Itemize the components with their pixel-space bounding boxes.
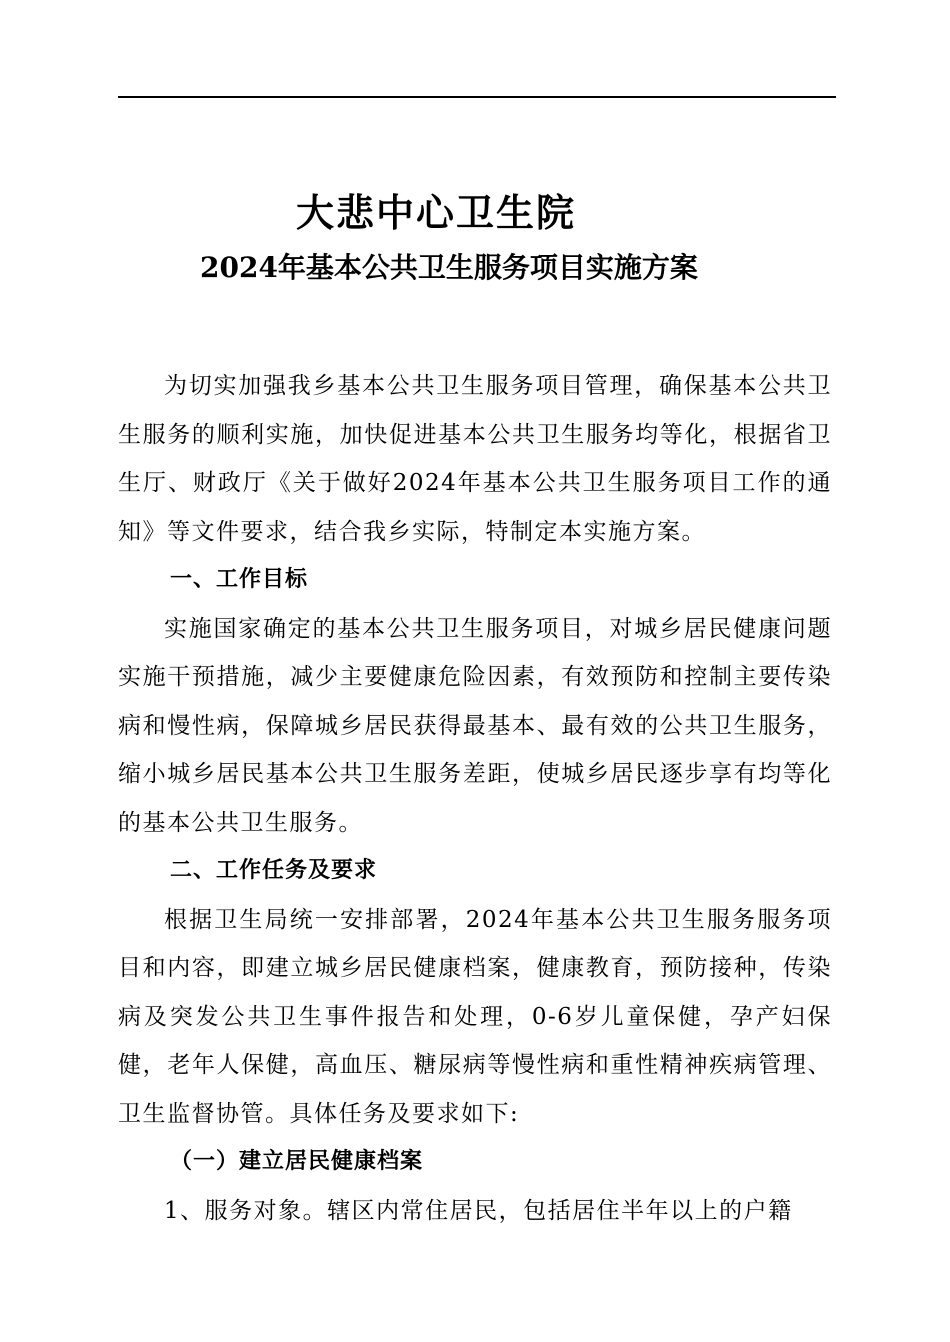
subsection-heading-health-records: （一）建立居民健康档案: [170, 1149, 424, 1174]
goals-paragraph: 实施国家确定的基本公共卫生服务项目，对城乡居民健康问题实施干预措施，减少主要健康危险因素，有效预防和控制主要传染病和慢性病，保障城乡居民获得最基本、最有效的公共卫生服务，缩小城乡居民基本公共卫生服务差距，使城乡居民逐步享有均等化的基本公共卫生服务。: [118, 615, 832, 836]
intro-paragraph: 为切实加强我乡基本公共卫生服务项目管理，确保基本公共卫生服务的顺利实施，加快促进基本公共卫生服务均等化，根据省卫生厅、财政厅《关于做好2024年基本公共卫生服务项目工作的通知》等文件要求，结合我乡实际，特制定本实施方案。: [118, 373, 832, 545]
document-title-org: 大悲中心卫生院: [296, 191, 577, 235]
tasks-paragraph: 根据卫生局统一安排部署，2024年基本公共卫生服务服务项目和内容，即建立城乡居民健康档案，健康教育，预防接种，传染病及突发公共卫生事件报告和处理，0-6岁儿童保健，孕产妇保健，老年人保健，高血压、糖尿病等慢性病和重性精神疾病管理、卫生监督协管。具体任务及要求如下:: [118, 906, 832, 1127]
section-heading-tasks: 二、工作任务及要求: [170, 858, 378, 883]
section-heading-goals: 一、工作目标: [170, 567, 309, 592]
document-title-plan: 2024年基本公共卫生服务项目实施方案: [200, 251, 698, 284]
health-records-item-1: 1、服务对象。辖区内常住居民，包括居住半年以上的户籍: [164, 1197, 793, 1224]
header-rule: [118, 96, 836, 98]
document-body: [118, 362, 832, 1235]
